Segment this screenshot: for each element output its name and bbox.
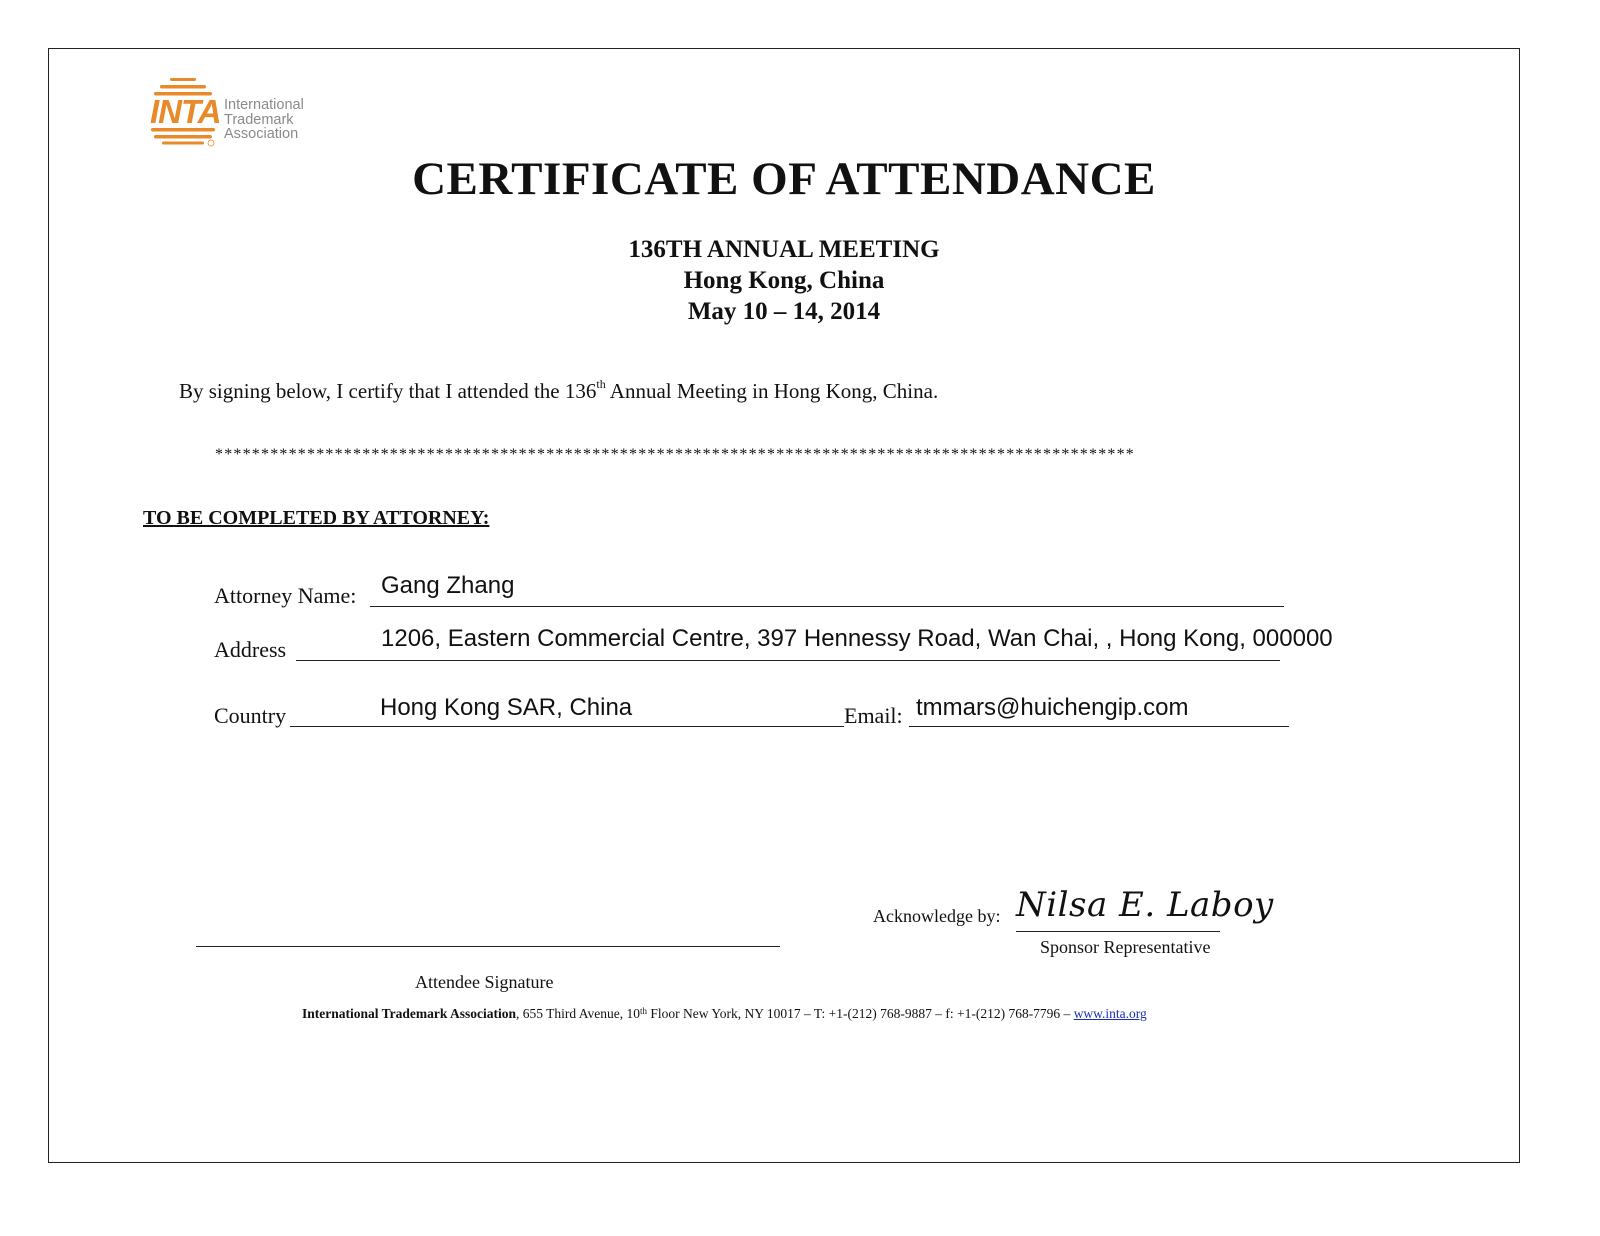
meeting-name: 136TH ANNUAL MEETING <box>628 236 940 263</box>
country-field[interactable]: Hong Kong SAR, China <box>380 694 633 721</box>
attendee-signature-label: Attendee Signature <box>415 972 554 992</box>
email-field[interactable]: tmmars@huichengip.com <box>916 694 1189 721</box>
meeting-location: Hong Kong, China <box>683 267 885 294</box>
meeting-dates: May 10 – 14, 2014 <box>687 298 881 325</box>
attorney-name-label: Attorney Name: <box>214 583 357 608</box>
attorney-name-field[interactable]: Gang Zhang <box>381 572 515 599</box>
attorney-name-line <box>370 606 1284 607</box>
footer-org: International Trademark Association <box>302 1006 517 1021</box>
inta-acronym: INTA <box>150 93 221 130</box>
address-line <box>296 660 1280 661</box>
country-line <box>290 726 844 727</box>
address-field[interactable]: 1206, Eastern Commercial Centre, 397 Hennessy Road, Wan Chai, , Hong Kong, 000000 <box>381 625 1333 652</box>
sponsor-signature: Nilsa E. Laboy <box>1016 885 1274 925</box>
certify-statement: By signing below, I certify that I attended the 136th Annual Meeting in Hong Kong, China. <box>179 377 939 403</box>
meeting-info <box>0 234 1568 327</box>
sponsor-signature-line <box>1016 931 1220 932</box>
sponsor-role: Sponsor Representative <box>1040 937 1211 957</box>
country-label: Country <box>214 703 287 728</box>
section-heading: TO BE COMPLETED BY ATTORNEY: <box>143 507 490 529</box>
address-label: Address <box>214 637 287 662</box>
inta-logo <box>148 77 328 149</box>
email-label: Email: <box>844 703 903 728</box>
acknowledge-label: Acknowledge by: <box>873 906 1001 926</box>
email-line <box>909 726 1289 727</box>
attendee-signature-line[interactable] <box>196 946 780 947</box>
certificate-title: CERTIFICATE OF ATTENDANCE <box>412 153 1156 205</box>
footer-website-link[interactable]: www.inta.org <box>1073 1006 1147 1021</box>
asterisk-separator: **************************************************************************************************** <box>215 446 1135 463</box>
footer-contact: International Trademark Association, 655 Third Avenue, 10th Floor New York, NY 10017 – T: +1-(212) 768-9887 – f: +1-(212) 768-7796 – www.inta.org <box>302 1006 1147 1021</box>
inta-full-name: International Trademark Association <box>224 97 304 142</box>
